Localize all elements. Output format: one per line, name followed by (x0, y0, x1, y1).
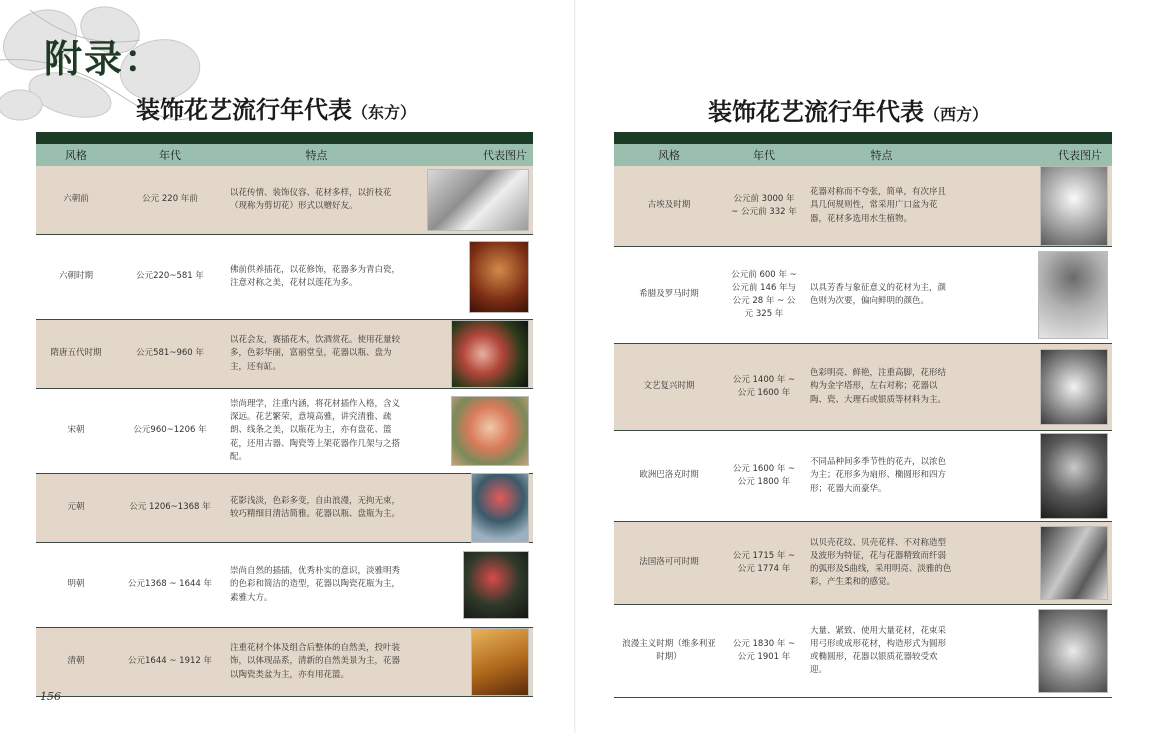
era-text: 公元1644 ~ 1912 年 (128, 656, 212, 667)
features-text: 色彩明亮、鲜艳，注重高脚，花形结构为金字塔形，左右对称；花器以陶、瓷、大理石或银质等材料为主。 (810, 368, 947, 405)
table-row (36, 628, 533, 697)
era-cell (116, 320, 224, 388)
era-text: 公元581~960 年 (136, 348, 204, 359)
features-cell (224, 235, 409, 319)
image-cell (409, 389, 533, 473)
west-table-top-bar (614, 132, 1112, 144)
header-era: 年代 (753, 149, 775, 162)
era-text: 公元 1206~1368 年 (129, 502, 211, 513)
features-cell (804, 605, 959, 697)
features-text: 佛前供养插花，以花修饰，花器多为青白瓷，注意对称之美，花材以莲花为多。 (230, 264, 401, 288)
west-table (614, 132, 1112, 698)
era-text: 公元前 3000 年 ~ 公元前 332 年 (731, 193, 797, 217)
table-row (614, 166, 1112, 247)
west-table-title (708, 92, 988, 127)
style-cell (36, 320, 116, 388)
greek-bust-image (1038, 251, 1108, 339)
era-text: 公元960~1206 年 (133, 425, 207, 436)
style-text: 清朝 (67, 656, 85, 667)
style-cell (614, 522, 724, 604)
table-row (614, 247, 1112, 344)
west-subtitle-text: （西方） (924, 105, 989, 124)
style-text: 隋唐五代时期 (50, 348, 102, 359)
features-text: 以贝壳花纹、贝壳花样、不对称造型及波形为特征，花与花器精致而纤弱的弧形及S曲线，采用明亮、淡雅的色彩，产生柔和的感觉。 (810, 537, 952, 588)
features-text: 崇尚理学，注重内涵，将花材插作入格，含义深远。花艺繁荣，意境高雅，讲究清雅、疏朗、线条之美，以瓶花为主，亦有盘花、篮花，还用古器、陶瓷等上架花器作几架与之搭配。 (230, 399, 401, 462)
east-table (36, 132, 533, 697)
features-cell (804, 247, 959, 343)
era-text: 公元 1600 年 ~ 公元 1800 年 (732, 463, 796, 487)
image-cell (959, 344, 1112, 430)
table-row (36, 474, 533, 543)
image-cell (409, 320, 533, 388)
style-text: 元朝 (67, 502, 85, 513)
features-text: 注重花材个体及组合后整体的自然美，投叶装饰，以体现品系，清新的自然美景为主，花器以陶瓷类盆为主，亦有用花篮。 (230, 643, 401, 680)
page-number: 156 (40, 690, 61, 703)
image-cell (959, 431, 1112, 521)
style-text: 浪漫主义时期（维多利亚时期） (622, 638, 716, 662)
egypt-lotus-image (1040, 166, 1108, 246)
east-subtitle-text: （东方） (352, 103, 417, 122)
style-cell (614, 247, 724, 343)
style-cell (614, 344, 724, 430)
style-text: 希腊及罗马时期 (639, 289, 699, 300)
painting-flowers-image (451, 396, 529, 466)
era-cell (724, 522, 804, 604)
style-cell (614, 431, 724, 521)
features-cell (224, 166, 409, 234)
painting-scroll-image (427, 169, 529, 231)
image-cell (409, 235, 533, 319)
style-cell (36, 235, 116, 319)
table-row (36, 235, 533, 320)
style-cell (36, 474, 116, 542)
rococo-arrangement-image (1040, 526, 1108, 600)
table-row (614, 522, 1112, 605)
header-style: 风格 (65, 149, 87, 162)
era-cell (116, 235, 224, 319)
east-table-title (136, 90, 416, 125)
west-table-body (614, 166, 1112, 698)
qing-bowl-image (471, 628, 529, 696)
era-text: 公元 1830 年 ~ 公元 1901 年 (732, 638, 796, 662)
image-cell (959, 247, 1112, 343)
style-text: 文艺复兴时期 (643, 381, 695, 392)
baroque-arrangement-image (1040, 433, 1108, 519)
header-image: 代表图片 (1058, 149, 1102, 162)
page-gutter (574, 0, 576, 733)
era-text: 公元 1400 年 ~ 公元 1600 年 (732, 374, 796, 398)
renaissance-arrangement-image (1040, 349, 1108, 425)
style-cell (36, 543, 116, 627)
features-cell (224, 628, 409, 696)
era-cell (116, 166, 224, 234)
era-cell (116, 389, 224, 473)
features-cell (804, 166, 959, 246)
features-cell (804, 344, 959, 430)
era-cell (724, 344, 804, 430)
header-era: 年代 (159, 149, 181, 162)
image-cell (959, 605, 1112, 697)
style-cell (36, 389, 116, 473)
style-text: 六朝前 (63, 194, 89, 205)
west-title-text: 装饰花艺流行年代表 (708, 97, 924, 126)
features-text: 不同品种间多季节性的花卉，以浓色为主；花形多为扇形、椭圆形和四方形；花器大而豪华。 (810, 457, 947, 494)
table-row (36, 389, 533, 474)
era-cell (724, 431, 804, 521)
features-cell (224, 389, 409, 473)
era-text: 公元220~581 年 (136, 271, 204, 282)
style-cell (36, 628, 116, 696)
features-cell (224, 543, 409, 627)
header-style: 风格 (658, 149, 680, 162)
flower-arrangement-image (451, 320, 529, 388)
style-text: 欧洲巴洛克时期 (639, 470, 699, 481)
ming-vase-image (463, 551, 529, 619)
table-row (36, 320, 533, 389)
appendix-title: 附录： (44, 36, 165, 81)
east-table-top-bar (36, 132, 533, 144)
east-table-body (36, 166, 533, 697)
era-text: 公元前 600 年 ~ 公元前 146 年与公元 28 年 ~ 公元 325 年 (731, 269, 797, 320)
table-row (614, 605, 1112, 698)
style-text: 明朝 (67, 579, 85, 590)
header-features: 特点 (870, 149, 893, 162)
era-cell (724, 166, 804, 246)
features-text: 以具芳香与象征意义的花材为主，颜色则为次要，偏向鲜明的颜色。 (810, 282, 947, 306)
image-cell (409, 543, 533, 627)
victorian-arrangement-image (1038, 609, 1108, 693)
vase-arrangement-image (471, 473, 529, 543)
features-cell (224, 320, 409, 388)
west-table-header (614, 144, 1112, 166)
era-cell (724, 605, 804, 697)
features-text: 大量、紧致、使用大量花材，花束采用弓形或成形花材，构造形式为圆形或椭圆形，花器以银质花器较受欢迎。 (810, 625, 947, 676)
header-image: 代表图片 (483, 149, 527, 162)
style-text: 宋朝 (67, 425, 85, 436)
east-table-header (36, 144, 533, 166)
style-text: 古埃及时期 (647, 200, 691, 211)
style-text: 法国洛可可时期 (639, 557, 699, 568)
image-cell (959, 522, 1112, 604)
style-cell (614, 605, 724, 697)
header-features: 特点 (305, 149, 328, 162)
features-text: 花器对称而不夸张，简单，有次序且具几何规则性，常采用广口盆为花器，花材多选用水生植物。 (810, 187, 947, 224)
era-text: 公元 1715 年 ~ 公元 1774 年 (732, 550, 796, 574)
table-row (614, 344, 1112, 431)
era-cell (724, 247, 804, 343)
features-text: 崇尚自然的插插，优秀朴实的意识，淡雅明秀的色彩和简洁的造型，花器以陶瓷花瓶为主，素雅大方。 (230, 566, 401, 603)
east-title-text: 装饰花艺流行年代表 (136, 95, 352, 124)
image-cell (409, 474, 533, 542)
table-row (36, 543, 533, 628)
features-cell (804, 431, 959, 521)
table-row (614, 431, 1112, 522)
features-text: 以花传情、装饰仪容、花材多样，以折枝花（现称为剪切花）形式以赠好友。 (230, 187, 392, 211)
style-cell (614, 166, 724, 246)
features-text: 以花会友，赛插花木，饮酒赏花。使用花量较多，色彩华丽，富丽堂皇，花器以瓶、盘为主，还有缸。 (230, 335, 401, 372)
image-cell (409, 166, 533, 234)
buddha-statue-image (469, 241, 529, 313)
era-cell (116, 543, 224, 627)
image-cell (409, 628, 533, 696)
era-text: 公元 220 年前 (142, 194, 198, 205)
style-text: 六朝时期 (58, 271, 93, 282)
image-cell (959, 166, 1112, 246)
features-cell (224, 474, 409, 542)
table-row (36, 166, 533, 235)
features-text: 花影浅淡，色彩多变，自由浪漫，无拘无束，较巧精细目清洁简雅。花器以瓶、盘瓶为主。 (230, 495, 401, 519)
era-text: 公元1368 ~ 1644 年 (128, 579, 212, 590)
style-cell (36, 166, 116, 234)
era-cell (116, 628, 224, 696)
era-cell (116, 474, 224, 542)
features-cell (804, 522, 959, 604)
